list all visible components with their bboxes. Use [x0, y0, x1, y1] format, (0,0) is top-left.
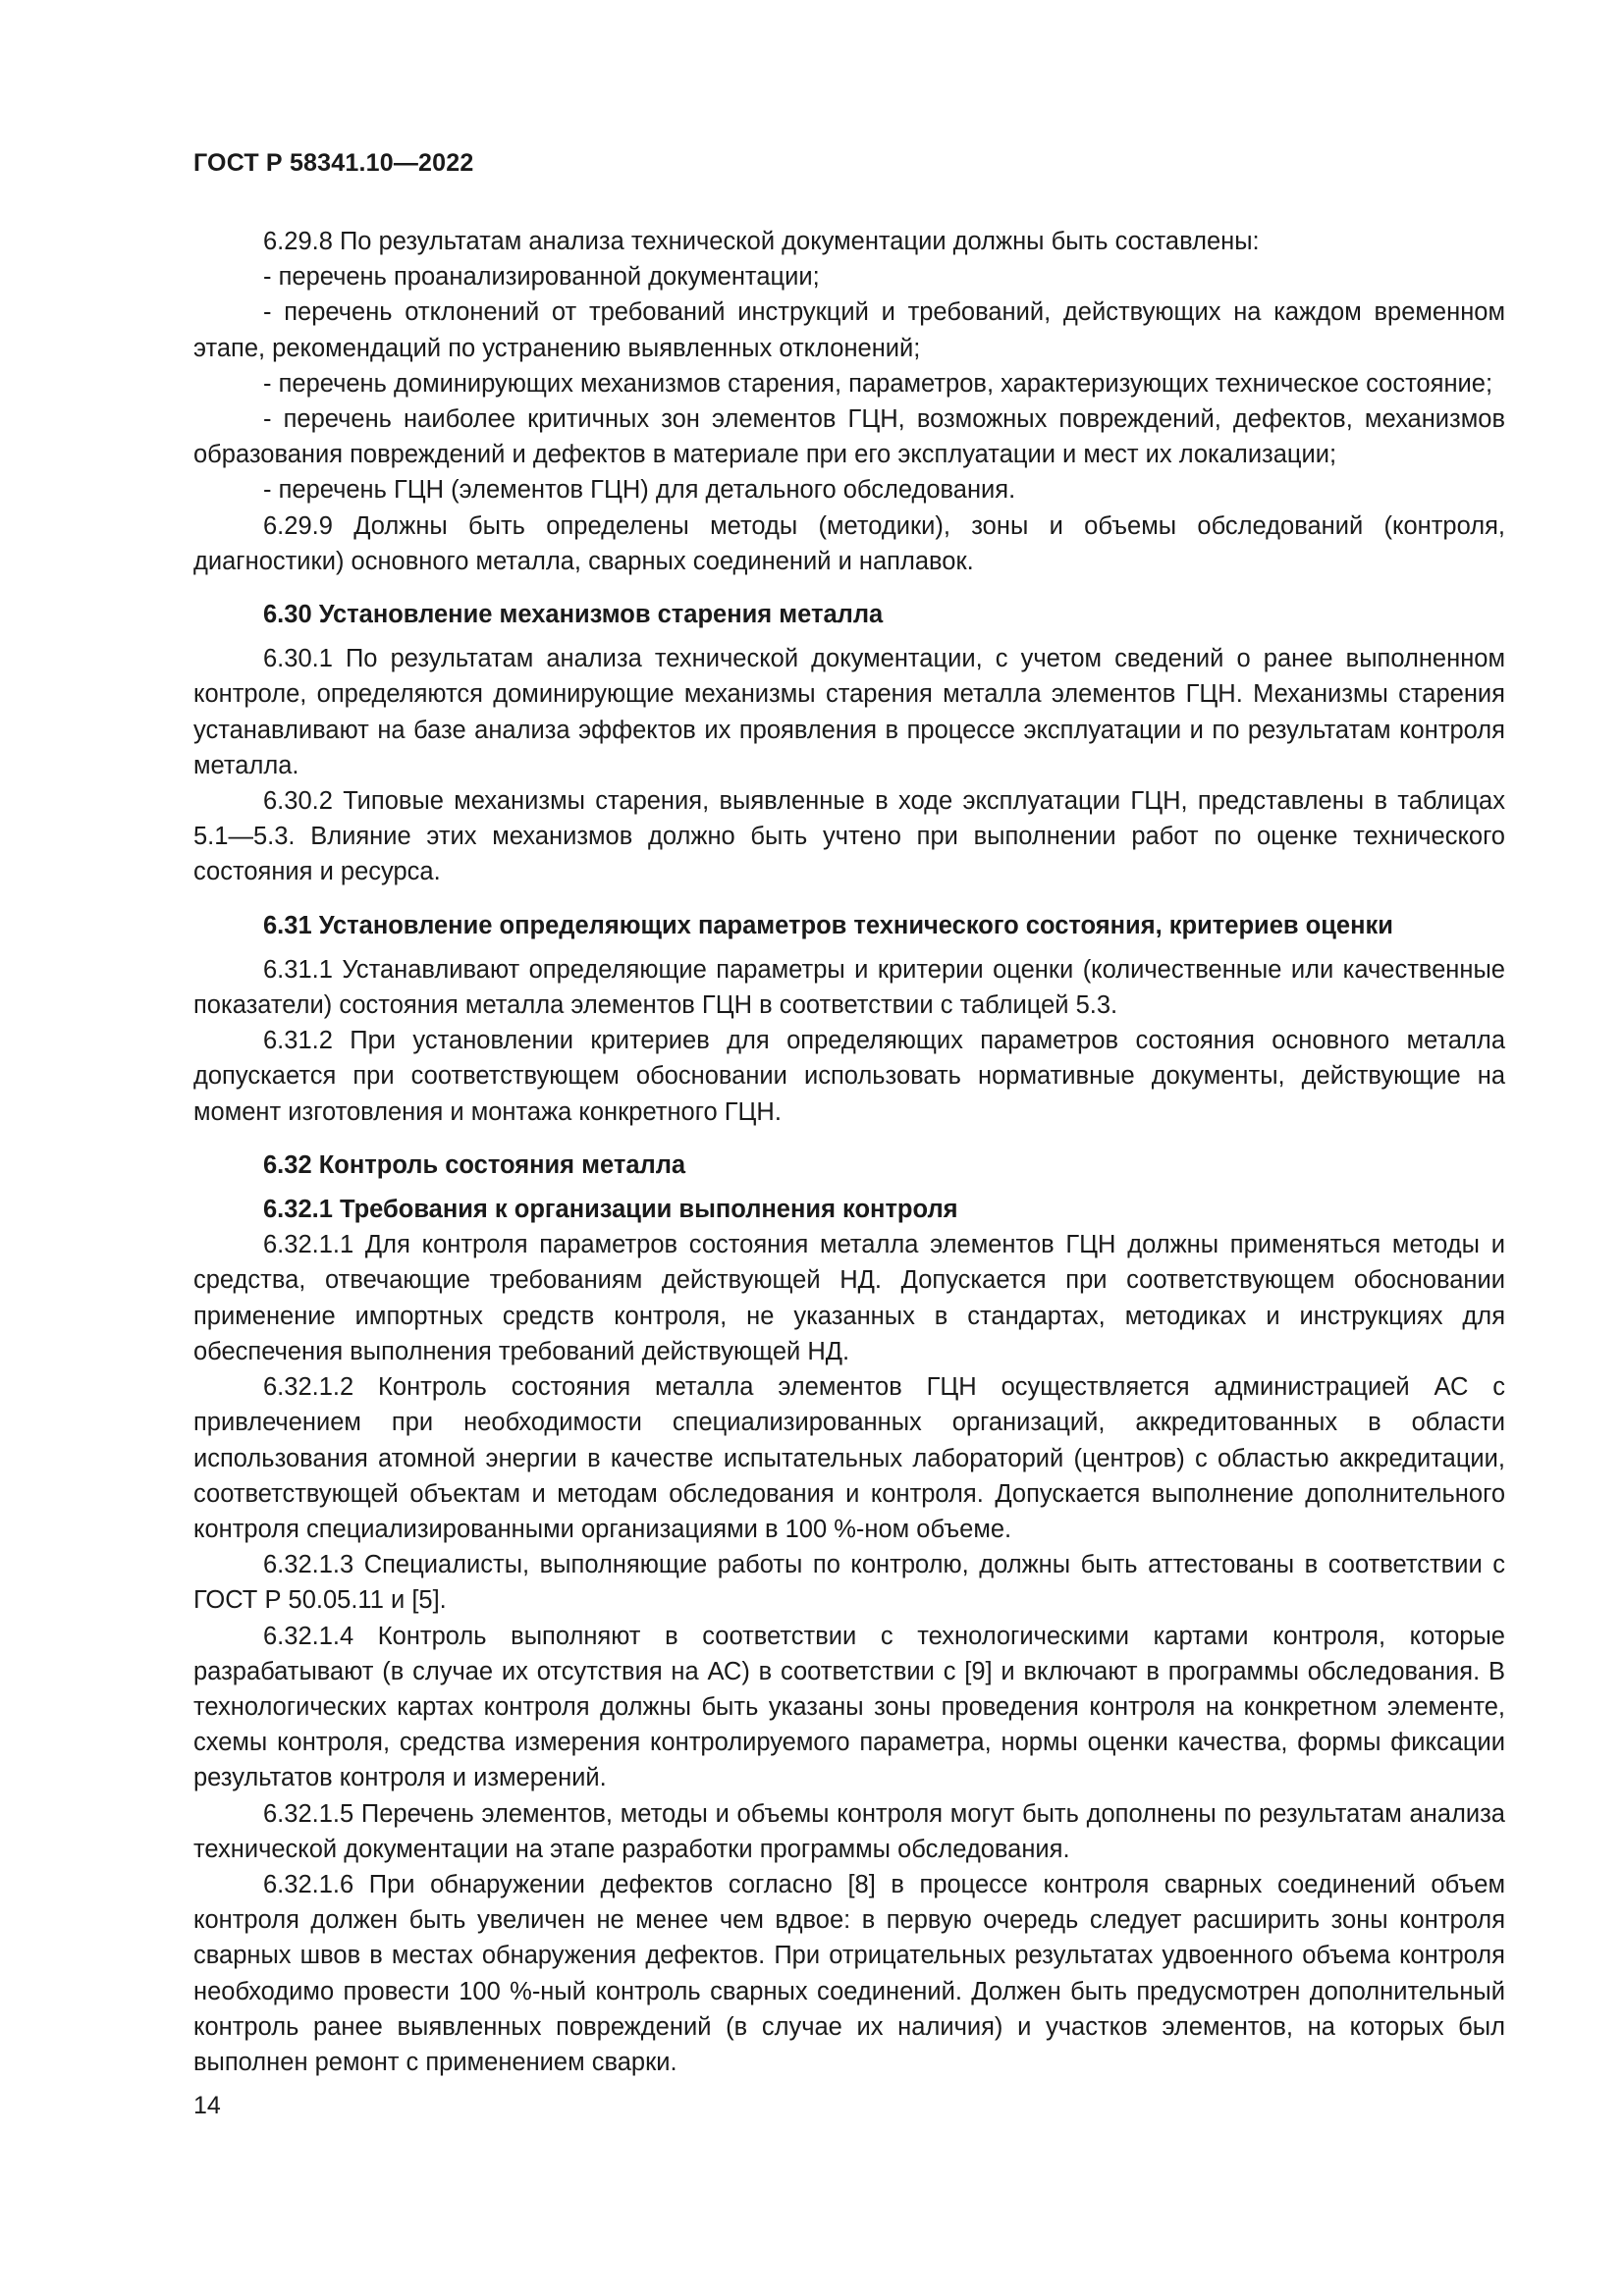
paragraph-6-30-1: 6.30.1 По результатам анализа технической документации, с учетом сведений о ранее выполненном контроле, определяются доминирующие механизмы старения металла элементов ГЦН. Механизмы старения устанавливают на базе анализа эффектов их проявления в процессе эксплуатации и по результатам контроля металла.	[193, 645, 1505, 779]
section-heading-6-32: 6.32 Контроль состояния металла	[263, 1150, 686, 1179]
paragraph-6-32-1-6: 6.32.1.6 При обнаружении дефектов согласно [8] в процессе контроля сварных соединений объем контроля должен быть увеличен не менее чем вдвое: в первую очередь следует расширить зоны контроля сварных швов в местах обнаружения дефектов. При отрицательных результатах удвоенного объема контроля необходимо провести 100 %-ный контроль сварных соединений. Должен быть предусмотрен дополнительный контроль ранее выявленных повреждений (в случае их наличия) и участков элементов, на которых был выполнен ремонт с применением сварки.	[193, 1870, 1505, 2076]
paragraph-6-29-8: 6.29.8 По результатам анализа технической документации должны быть составлены:	[263, 228, 1260, 255]
list-item: - перечень отклонений от требований инструкций и требований, действующих на каждом временном этапе, рекомендаций по устранению выявленных отклонений;	[193, 298, 1505, 362]
paragraph-6-32-1-2: 6.32.1.2 Контроль состояния металла элементов ГЦН осуществляется администрацией АС с привлечением при необходимости специализированных организаций, аккредитованных в области использования атомной энергии в качестве испытательных лабораторий (центров) с областью аккредитации, соответствующей объектам и методам обследования и контроля. Допускается выполнение дополнительного контроля специализированными организациями в 100 %-ном объеме.	[193, 1373, 1505, 1543]
subsection-heading-6-32-1: 6.32.1 Требования к организации выполнения контроля	[263, 1196, 958, 1224]
page-number: 14	[193, 2092, 221, 2119]
section-heading-6-31: 6.31 Установление определяющих параметров технического состояния, критериев оценки	[263, 911, 1393, 939]
paragraph-6-32-1-4: 6.32.1.4 Контроль выполняют в соответствии с технологическими картами контроля, которые разрабатывают (в случае их отсутствия на АС) в соответствии с [9] и включают в программы обследования. В технологических картах контроля должны быть указаны зоны проведения контроля на конкретном элементе, схемы контроля, средства измерения контролируемого параметра, нормы оценки качества, формы фиксации результатов контроля и измерений.	[193, 1622, 1505, 1792]
section-heading-6-30: 6.30 Установление механизмов старения металла	[263, 601, 884, 629]
paragraph-6-29-9: 6.29.9 Должны быть определены методы (методики), зоны и объемы обследований (контроля, диагностики) основного металла, сварных соединений и наплавок.	[193, 511, 1505, 575]
document-id-header: ГОСТ Р 58341.10—2022	[193, 149, 474, 177]
document-body	[193, 224, 1505, 2080]
paragraph-6-32-1-3: 6.32.1.3 Специалисты, выполняющие работы по контролю, должны быть аттестованы в соответствии с ГОСТ Р 50.05.11 и [5].	[193, 1551, 1505, 1615]
paragraph-6-31-2: 6.31.2 При установлении критериев для определяющих параметров состояния основного металла допускается при соответствующем обосновании использовать нормативные документы, действующие на момент изготовления и монтажа конкретного ГЦН.	[193, 1027, 1505, 1126]
paragraph-6-32-1-1: 6.32.1.1 Для контроля параметров состояния металла элементов ГЦН должны применяться методы и средства, отвечающие требованиям действующей НД. Допускается при соответствующем обосновании применение импортных средств контроля, не указанных в стандартах, методиках и инструкциях для обеспечения выполнения требований действующей НД.	[193, 1231, 1505, 1365]
list-item: - перечень доминирующих механизмов старения, параметров, характеризующих техническое состояние;	[263, 369, 1493, 398]
list-item: - перечень наиболее критичных зон элементов ГЦН, возможных повреждений, дефектов, механизмов образования повреждений и дефектов в материале при его эксплуатации и мест их локализации;	[193, 405, 1505, 469]
paragraph-6-31-1: 6.31.1 Устанавливают определяющие параметры и критерии оценки (количественные или качественные показатели) состояния металла элементов ГЦН в соответствии с таблицей 5.3.	[193, 955, 1505, 1020]
paragraph-6-32-1-5: 6.32.1.5 Перечень элементов, методы и объемы контроля могут быть дополнены по результатам анализа технической документации на этапе разработки программы обследования.	[193, 1799, 1505, 1863]
list-item: - перечень проанализированной документации;	[263, 263, 820, 292]
paragraph-6-30-2: 6.30.2 Типовые механизмы старения, выявленные в ходе эксплуатации ГЦН, представлены в таблицах 5.1—5.3. Влияние этих механизмов должно быть учтено при выполнении работ по оценке технического состояния и ресурса.	[193, 787, 1505, 886]
list-item: - перечень ГЦН (элементов ГЦН) для детального обследования.	[263, 476, 1016, 505]
